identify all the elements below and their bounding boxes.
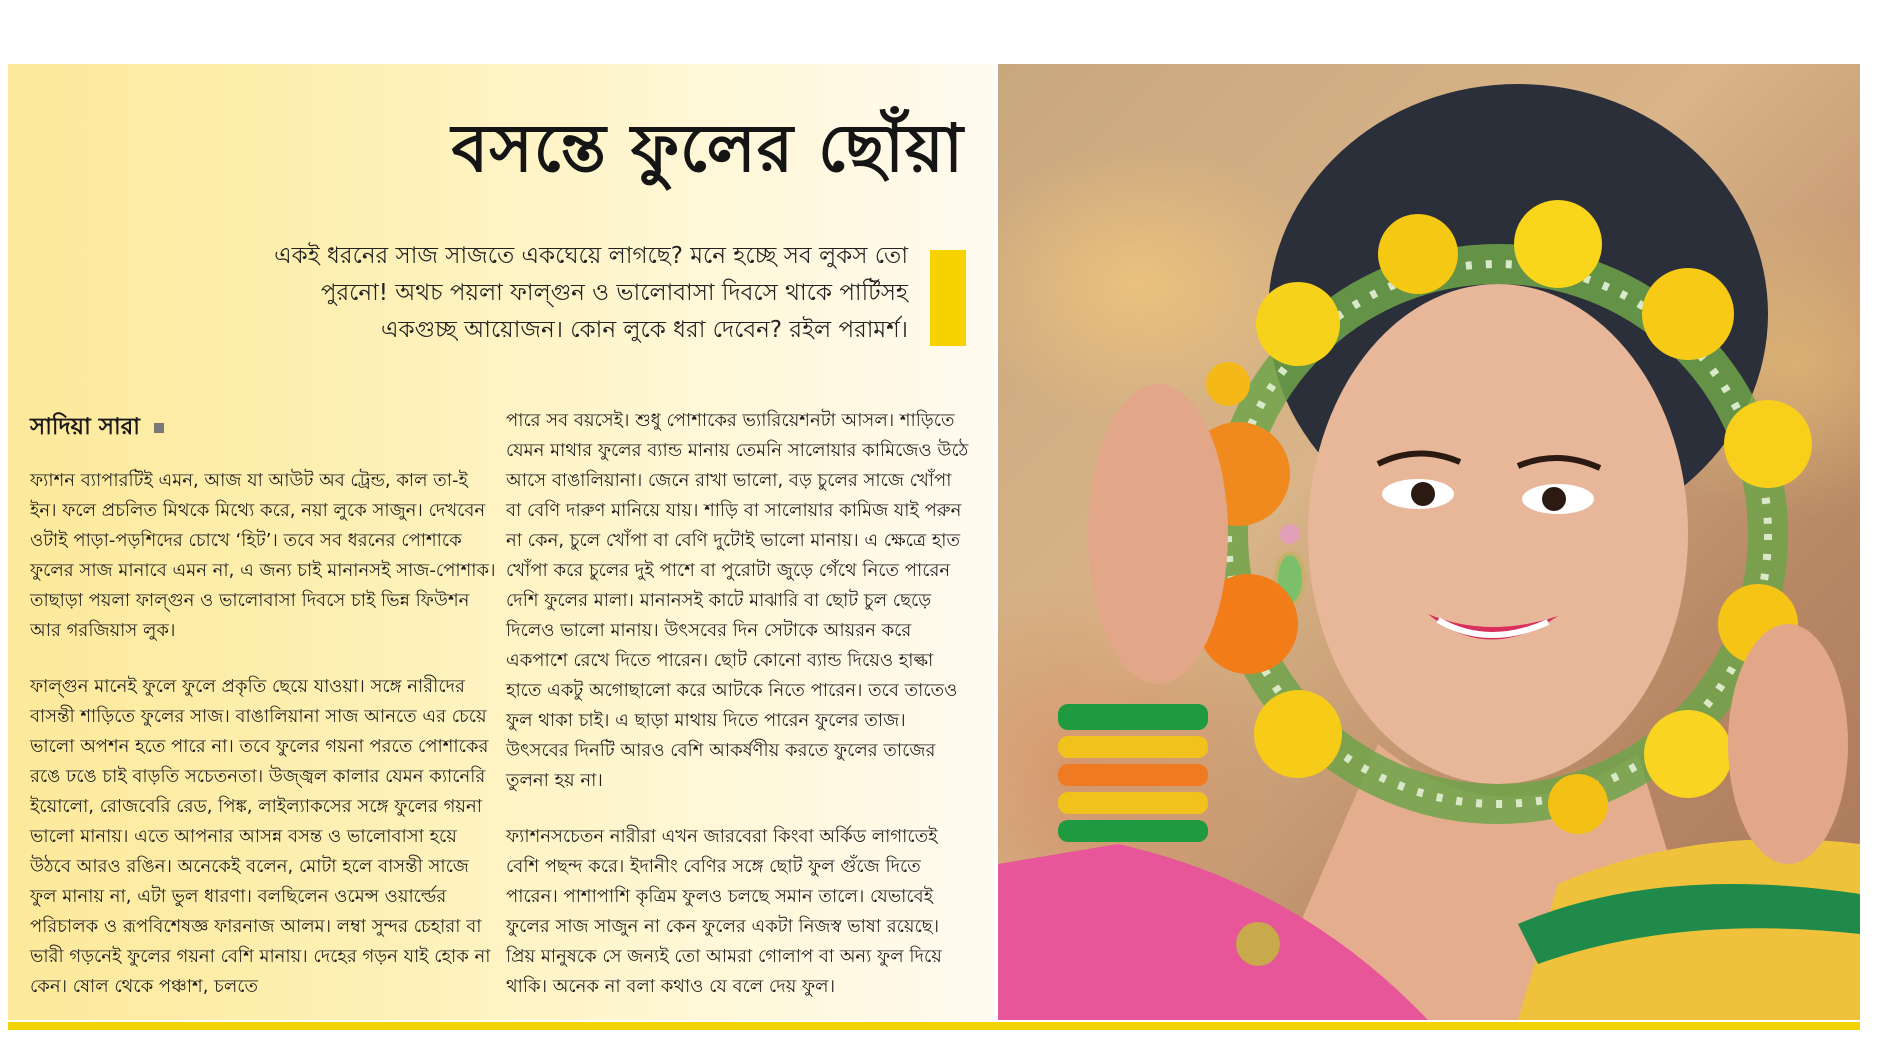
intro-paragraph: একই ধরনের সাজ সাজতে একঘেয়ে লাগছে? মনে হচ্ছে সব লুকস তো পুরনো! অথচ পয়লা ফাল্গুন ও ভালোবাসা দিবসে থাকে পার্টিসহ একগুচ্ছ আয়োজন। কোন লুকে ধরা দেবেন? রইল পরামর্শ।	[274, 243, 908, 343]
byline-author: সাদিয়া সারা	[30, 414, 140, 440]
bottom-rule	[8, 1022, 1860, 1030]
column-2-paragraph: পারে সব বয়সেই। শুধু পোশাকের ভ্যারিয়েশনটা আসল। শাড়িতে যেমন মাথার ফুলের ব্যান্ড মানায় তেমনি সালোয়ার কামিজেও উঠে আসে বাঙালিয়ানা। জেনে রাখা ভালো, বড় চুলের সাজে খোঁপা বা বেণি দারুণ মানিয়ে যায়। শাড়ি বা সালোয়ার কামিজ যাই পরুন না কেন, চুলে খোঁপা বা বেণি দুটোই ভালো মানায়। এ ক্ষেত্রে হাত খোঁপা করে চুলের দুই পাশে বা পুরোটা জুড়ে গেঁথে নিতে পারেন দেশি ফুলের মালা। মানানসই কাটে মাঝারি বা ছোট চুল ছেড়ে দিলেও ভালো মানায়। উৎসবের দিন সেটাকে আয়রন করে একপাশে রেখে দিতে পারেন। ছোট কোনো ব্যান্ড দিয়েও হাল্কা হাতে একটু অগোছালো করে আটকে নিতে পারেন। তবে তাতেও ফুল থাকা চাই। এ ছাড়া মাথায় দিতে পারেন ফুলের তাজ। উৎসবের দিনটি আরও বেশি আকর্ষণীয় করতে ফুলের তাজের তুলনা হয় না।	[506, 410, 969, 791]
headline: বসন্তে ফুলের ছোঁয়া	[451, 109, 964, 187]
column-1	[30, 466, 496, 1028]
intro-accent-bar	[930, 250, 966, 346]
column-1-paragraph: ফ্যাশন ব্যাপারটিই এমন, আজ যা আউট অব ট্রেন্ড, কাল তা-ই ইন। ফলে প্রচলিত মিথকে মিথ্যে করে, নয়া লুকে সাজুন। দেখবেন ওটাই পাড়া-পড়শিদের চোখে ‘হিট’। তবে সব ধরনের পোশাকে ফুলের সাজ মানাবে এমন না, এ জন্য চাই মানানসই সাজ-পোশাক। তাছাড়া পয়লা ফাল্গুন ও ভালোবাসা দিবসে চাই ভিন্ন ফিউশন আর গরজিয়াস লুক।	[30, 470, 496, 641]
byline	[30, 408, 164, 447]
byline-square-icon	[154, 423, 164, 433]
column-1-paragraph: ফাল্গুন মানেই ফুলে ফুলে প্রকৃতি ছেয়ে যাওয়া। সঙ্গে নারীদের বাসন্তী শাড়িতে ফুলের সাজ। বাঙালিয়ানা সাজ আনতে এর চেয়ে ভালো অপশন হতে পারে না। তবে ফুলের গয়না পরতে পোশাকের রঙে ঢঙে চাই বাড়তি সচেতনতা। উজ্জ্বল কালার যেমন ক্যানেরি ইয়োলো, রোজবেরি রেড, পিঙ্ক, লাইল্যাকসের সঙ্গে ফুলের গয়না ভালো মানায়। এতে আপনার আসন্ন বসন্ত ও ভালোবাসা হয়ে উঠবে আরও রঙিন। অনেকেই বলেন, মোটা হলে বাসন্তী সাজে ফুল মানায় না, এটা ভুল ধারণা। বলছিলেন ওমেন্স ওয়ার্ল্ডের পরিচালক ও রূপবিশেষজ্ঞ ফারনাজ আলম। লম্বা সুন্দর চেহারা বা ভারী গড়নেই ফুলের গয়না বেশি মানায়। দেহের গড়ন যাই হোক না কেন। ষোল থেকে পঞ্চাশ, চলতে	[30, 676, 491, 997]
column-2	[506, 406, 972, 1028]
text-panel	[8, 64, 994, 1020]
woman-with-flower-wreath-illustration	[998, 64, 1860, 1020]
feature-photo	[998, 64, 1860, 1020]
article	[8, 64, 1860, 1030]
column-2-paragraph: ফ্যাশনসচেতন নারীরা এখন জারবেরা কিংবা অর্কিড লাগাতেই বেশি পছন্দ করে। ইদানীং বেণির সঙ্গে ছোট ফুল গুঁজে দিতে পারেন। পাশাপাশি কৃত্রিম ফুলও চলছে সমান তালে। যেভাবেই ফুলের সাজ সাজুন না কেন ফুলের একটা নিজস্ব ভাষা রয়েছে। প্রিয় মানুষকে সে জন্যই তো আমরা গোলাপ বা অন্য ফুল দিয়ে থাকি। অনেক না বলা কথাও যে বলে দেয় ফুল।	[506, 826, 942, 997]
